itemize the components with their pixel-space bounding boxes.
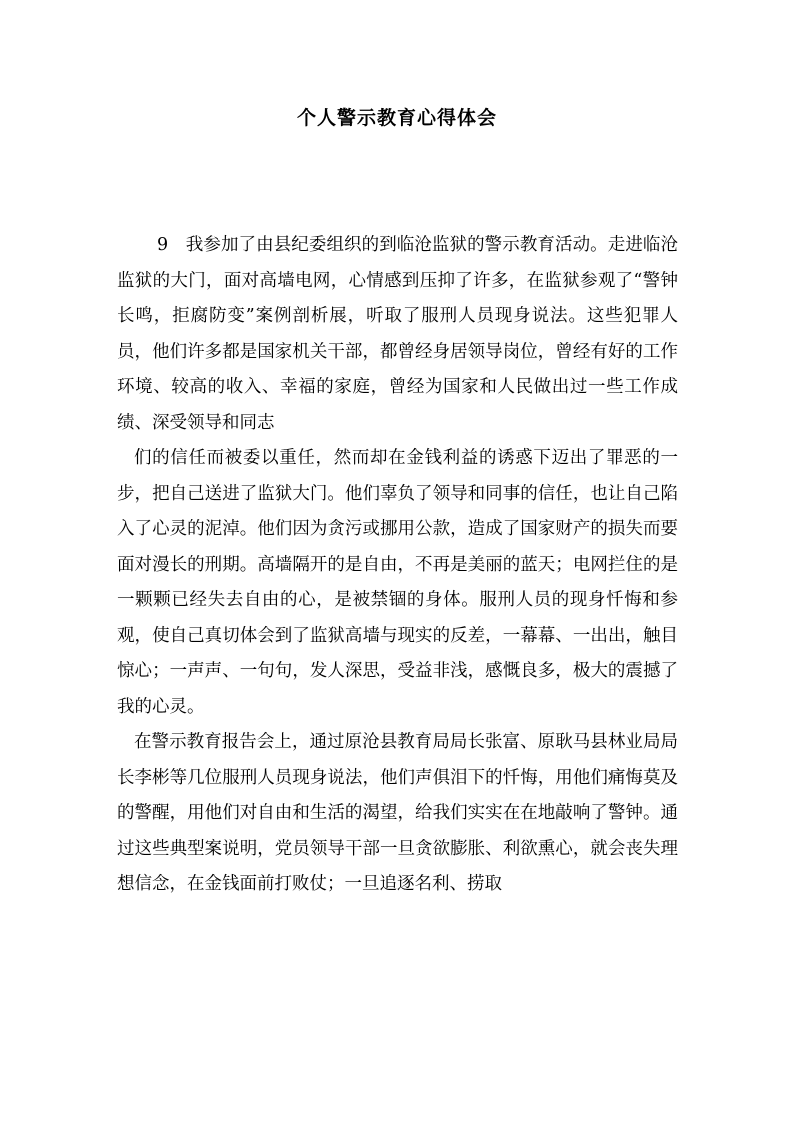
page-title: 个人警示教育心得体会: [296, 107, 497, 129]
paragraph-2: 们的信任而被委以重任，然而却在金钱利益的诱惑下迈出了罪恶的一步，把自己送进了监狱大门。他们辜负了领导和同事的信任，也让自己陷入了心灵的泥淖。他们因为贪污或挪用公款，造成了国家财产的损失而要面对漫长的刑期。高墙隔开的是自由，不再是美丽的蓝天；电网拦住的是一颗颗已经失去自由的心，是被禁锢的身体。服刑人员的现身忏悔和参观，使自己真切体会到了监狱高墙与现实的反差，一幕幕、一出出，触目惊心；一声声、一句句，发人深思，受益非浅，感慨良多，极大的震撼了我的心灵。: [117, 448, 678, 717]
document-body: [117, 228, 678, 903]
paragraph-3: 在警示教育报告会上，通过原沧县教育局局长张富、原耿马县林业局局长李彬等几位服刑人员现身说法，他们声俱泪下的忏悔，用他们痛悔莫及的警醒，用他们对自由和生活的渴望，给我们实实在在地敲响了警钟。通过这些典型案说明，党员领导干部一旦贪欲膨胀、利欲熏心，就会丧失理想信念，在金钱面前打败仗；一旦追逐名利、捞取: [117, 732, 678, 894]
paragraph-1: 9 我参加了由县纪委组织的到临沧监狱的警示教育活动。走进临沧监狱的大门，面对高墙电网，心情感到压抑了许多，在监狱参观了“警钟长鸣，拒腐防变”案例剖析展，听取了服刑人员现身说法。这些犯罪人员，他们许多都是国家机关干部，都曾经身居领导岗位，曾经有好的工作环境、较高的收入、幸福的家庭，曾经为国家和人民做出过一些工作成绩、深受领导和同志: [117, 235, 678, 433]
